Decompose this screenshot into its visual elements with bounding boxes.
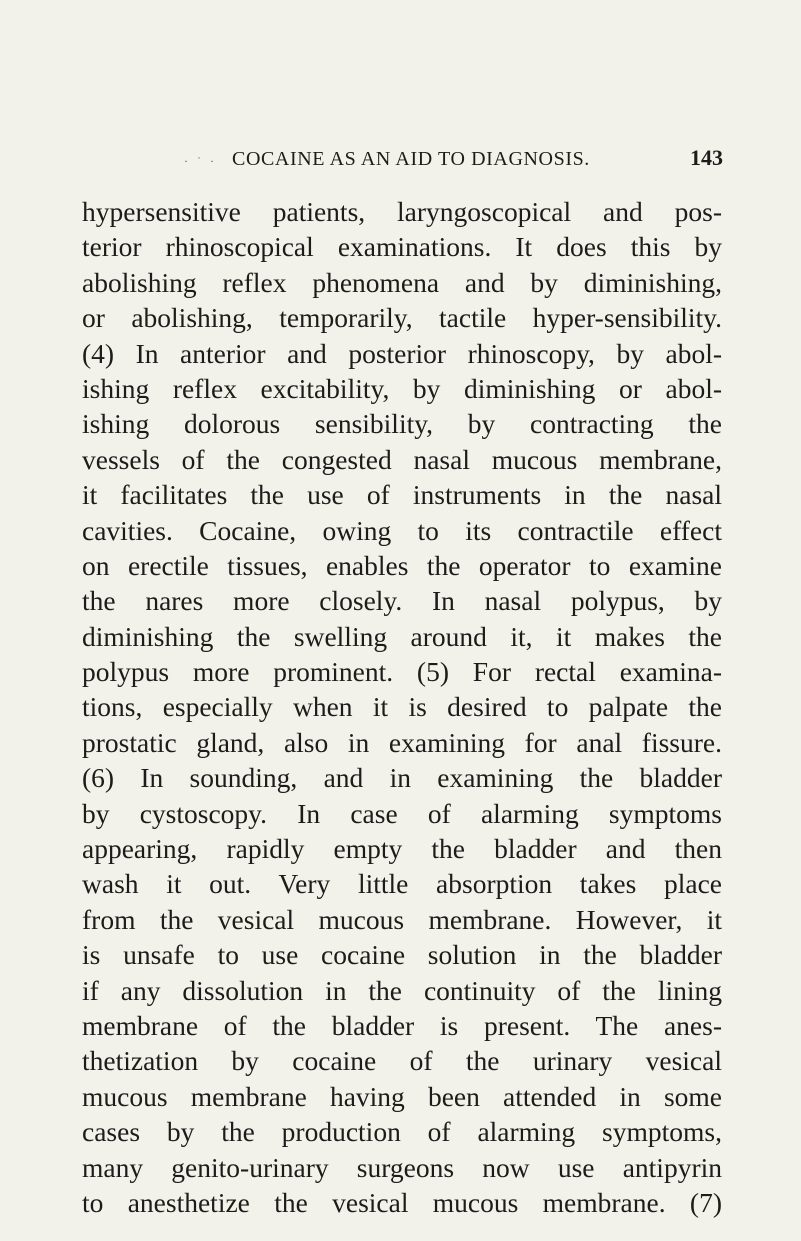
text-line: prostatic gland, also in examining for anal fissure. [82, 726, 722, 758]
text-line: abolishing reflex phenomena and by diminishing, [82, 266, 722, 298]
text-line: it facilitates the use of instruments in the nasal [82, 479, 722, 511]
text-line: (6) In sounding, and in examining the bladder [82, 762, 722, 794]
text-line: from the vesical mucous membrane. However, it [82, 903, 722, 935]
running-title: COCAINE AS AN AID TO DIAGNOSIS. [232, 148, 590, 170]
page-number: 143 [690, 145, 723, 170]
text-line: diminishing the swelling around it, it makes the [82, 620, 722, 652]
body-paragraph [82, 194, 722, 1220]
text-line: appearing, rapidly empty the bladder and then [82, 833, 722, 865]
text-line: cases by the production of alarming symptoms, [82, 1116, 722, 1148]
text-line: by cystoscopy. In case of alarming symptoms [82, 797, 722, 829]
text-line: thetization by cocaine of the urinary vesical [82, 1045, 722, 1077]
text-line: on erectile tissues, enables the operator to examine [82, 549, 722, 581]
text-line: many genito-urinary surgeons now use antipyrin [82, 1151, 722, 1183]
text-line: ishing reflex excitability, by diminishing or abol- [82, 372, 722, 404]
text-line: membrane of the bladder is present. The anes- [82, 1009, 722, 1041]
text-line: polypus more prominent. (5) For rectal examina- [82, 656, 722, 688]
text-line: (4) In anterior and posterior rhinoscopy, by abol- [82, 337, 722, 369]
text-line: vessels of the congested nasal mucous membrane, [82, 443, 722, 475]
text-line: to anesthetize the vesical mucous membrane. (7) [82, 1186, 722, 1218]
text-line: terior rhinoscopical examinations. It does this by [82, 231, 722, 263]
text-line: is unsafe to use cocaine solution in the bladder [82, 939, 722, 971]
text-line: hypersensitive patients, laryngoscopical and pos- [82, 196, 722, 227]
text-line: ishing dolorous sensibility, by contracting the [82, 408, 722, 440]
text-line: the nares more closely. In nasal polypus, by [82, 585, 722, 617]
text-line: tions, especially when it is desired to palpate the [82, 691, 722, 723]
running-header [0, 145, 801, 178]
text-line: if any dissolution in the continuity of the lining [82, 974, 722, 1006]
text-line: or abolishing, temporarily, tactile hyper-sensibility. [82, 302, 722, 334]
margin-specks: · ˙ · [184, 154, 217, 168]
text-line: mucous membrane having been attended in some [82, 1080, 722, 1112]
text-line: cavities. Cocaine, owing to its contractile effect [82, 514, 722, 546]
text-line: wash it out. Very little absorption takes place [82, 868, 722, 900]
